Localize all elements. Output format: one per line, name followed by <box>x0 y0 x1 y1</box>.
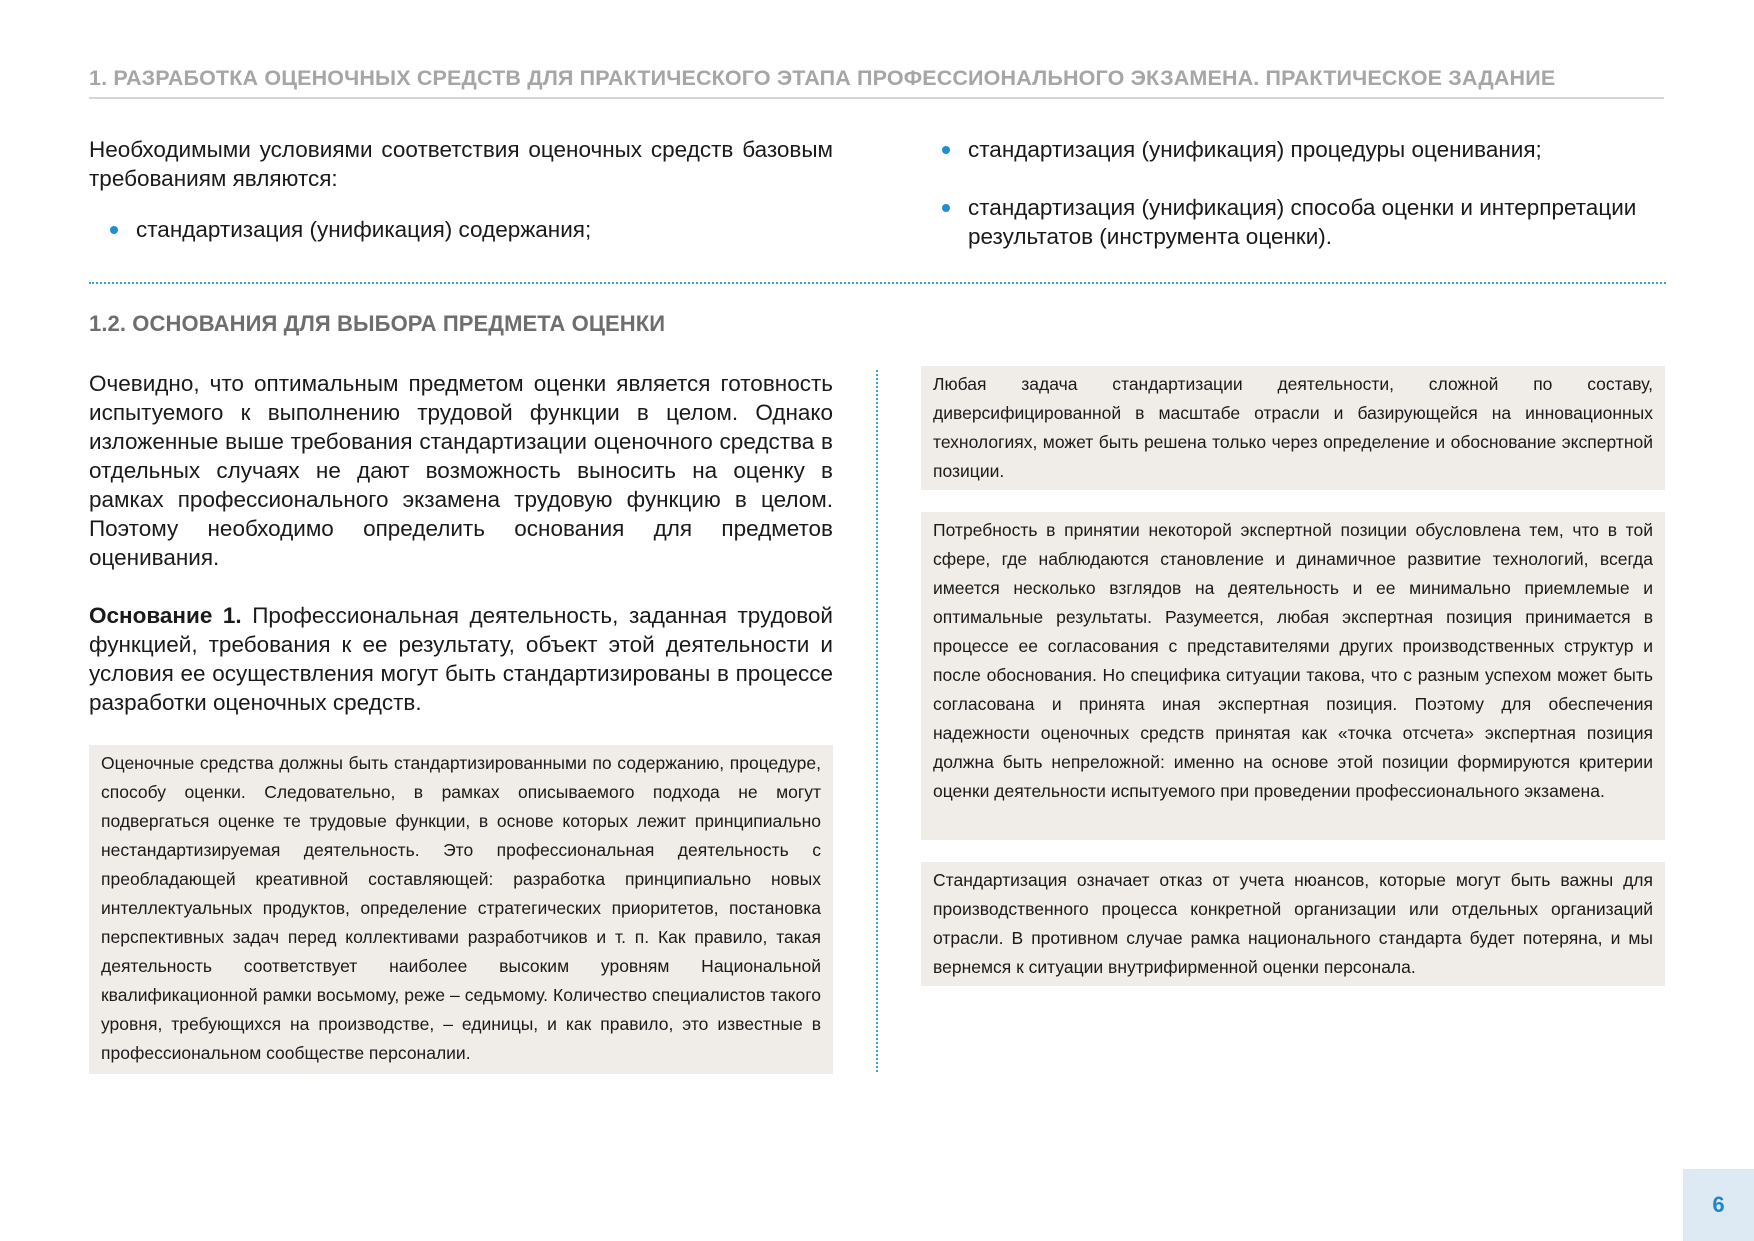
intro-text: Необходимыми условиями соответствия оценочных средств базовым требованиям являются: <box>89 137 833 191</box>
basis-1-text: Профессиональная деятельность, заданная трудовой функцией, требования к ее результату, объект этой деятельности и условия ее осуществления могут быть стандартизированы в процессе разработки оценочных средств. <box>89 603 833 715</box>
bullet-item: стандартизация (унификация) способа оценки и интерпретации результатов (инструмента оценки). <box>921 193 1665 251</box>
note-box-right-3: Стандартизация означает отказ от учета нюансов, которые могут быть важны для производственного процесса конкретной организации или отдельных организаций отрасли. В противном случае рамка национального стандарта будет потеряна, и мы вернемся к ситуации внутрифирменной оценки персонала. <box>921 862 1665 986</box>
paragraph-basis-1 <box>89 601 833 717</box>
intro-right-column <box>921 135 1665 251</box>
section-divider <box>89 282 1666 284</box>
paragraph-optimal-subject: Очевидно, что оптимальным предметом оценки является готовность испытуемого к выполнению трудовой функции в целом. Однако изложенные выше требования стандартизации оценочного средства в отдельных случаях не дают возможность выносить на оценку в рамках профессионального экзамена трудовую функцию в целом. Поэтому необходимо определить основания для предметов оценивания. <box>89 371 833 570</box>
note-box-right-1: Любая задача стандартизации деятельности, сложной по составу, диверсифицированной в масштабе отрасли и базирующейся на инновационных технологиях, может быть решена только через определение и обоснование экспертной позиции. <box>921 366 1665 490</box>
bullet-item: стандартизация (унификация) содержания; <box>89 215 833 244</box>
page-number: 6 <box>1683 1169 1754 1241</box>
column-divider <box>876 370 878 1072</box>
note-box-right-2: Потребность в принятии некоторой экспертной позиции обусловлена тем, что в той сфере, где наблюдаются становление и динамичное развитие технологий, всегда имеется несколько взглядов на деятельность и ее минимально приемлемые и оптимальные результаты. Разумеется, любая экспертная позиция принимается в процессе ее согласования с представителями других производственных структур и после обоснования. Но специфика ситуации такова, что с разным успехом может быть согласована и принята иная экспертная позиция. Поэтому для обеспечения надежности оценочных средств принятая как «точка отсчета» экспертная позиция должна быть непреложной: именно на основе этой позиции формируются критерии оценки деятельности испытуемого при проведении профессионального экзамена. <box>921 512 1665 840</box>
body-left-column <box>89 369 833 717</box>
bullet-item: стандартизация (унификация) процедуры оценивания; <box>921 135 1665 164</box>
intro-left-column <box>89 135 833 244</box>
note-box-left: Оценочные средства должны быть стандартизированными по содержанию, процедуре, способу оценки. Следовательно, в рамках описываемого подхода не могут подвергаться оценке те трудовые функции, в основе которых лежит принципиально нестандартизируемая деятельность. Это профессиональная деятельность с преобладающей креативной составляющей: разработка принципиально новых интеллектуальных продуктов, определение стратегических приоритетов, постановка перспективных задач перед коллективами разработчиков и т. п. Как правило, такая деятельность соответствует наиболее высоким уровням Национальной квалификационной рамки восьмому, реже – седьмому. Количество специалистов такого уровня, требующихся на производстве, – единицы, и как правило, это известные в профессиональном сообществе персоналии. <box>89 745 833 1074</box>
running-header: 1. РАЗРАБОТКА ОЦЕНОЧНЫХ СРЕДСТВ ДЛЯ ПРАКТИЧЕСКОГО ЭТАПА ПРОФЕССИОНАЛЬНОГО ЭКЗАМЕНА. ПРАКТИЧЕСКОЕ ЗАДАНИЕ <box>89 66 1664 99</box>
section-heading: 1.2. ОСНОВАНИЯ ДЛЯ ВЫБОРА ПРЕДМЕТА ОЦЕНКИ <box>89 311 666 336</box>
intro-bullet-list-left <box>89 215 833 244</box>
intro-bullet-list-right <box>921 135 1665 251</box>
basis-1-label: Основание 1. <box>89 603 242 628</box>
